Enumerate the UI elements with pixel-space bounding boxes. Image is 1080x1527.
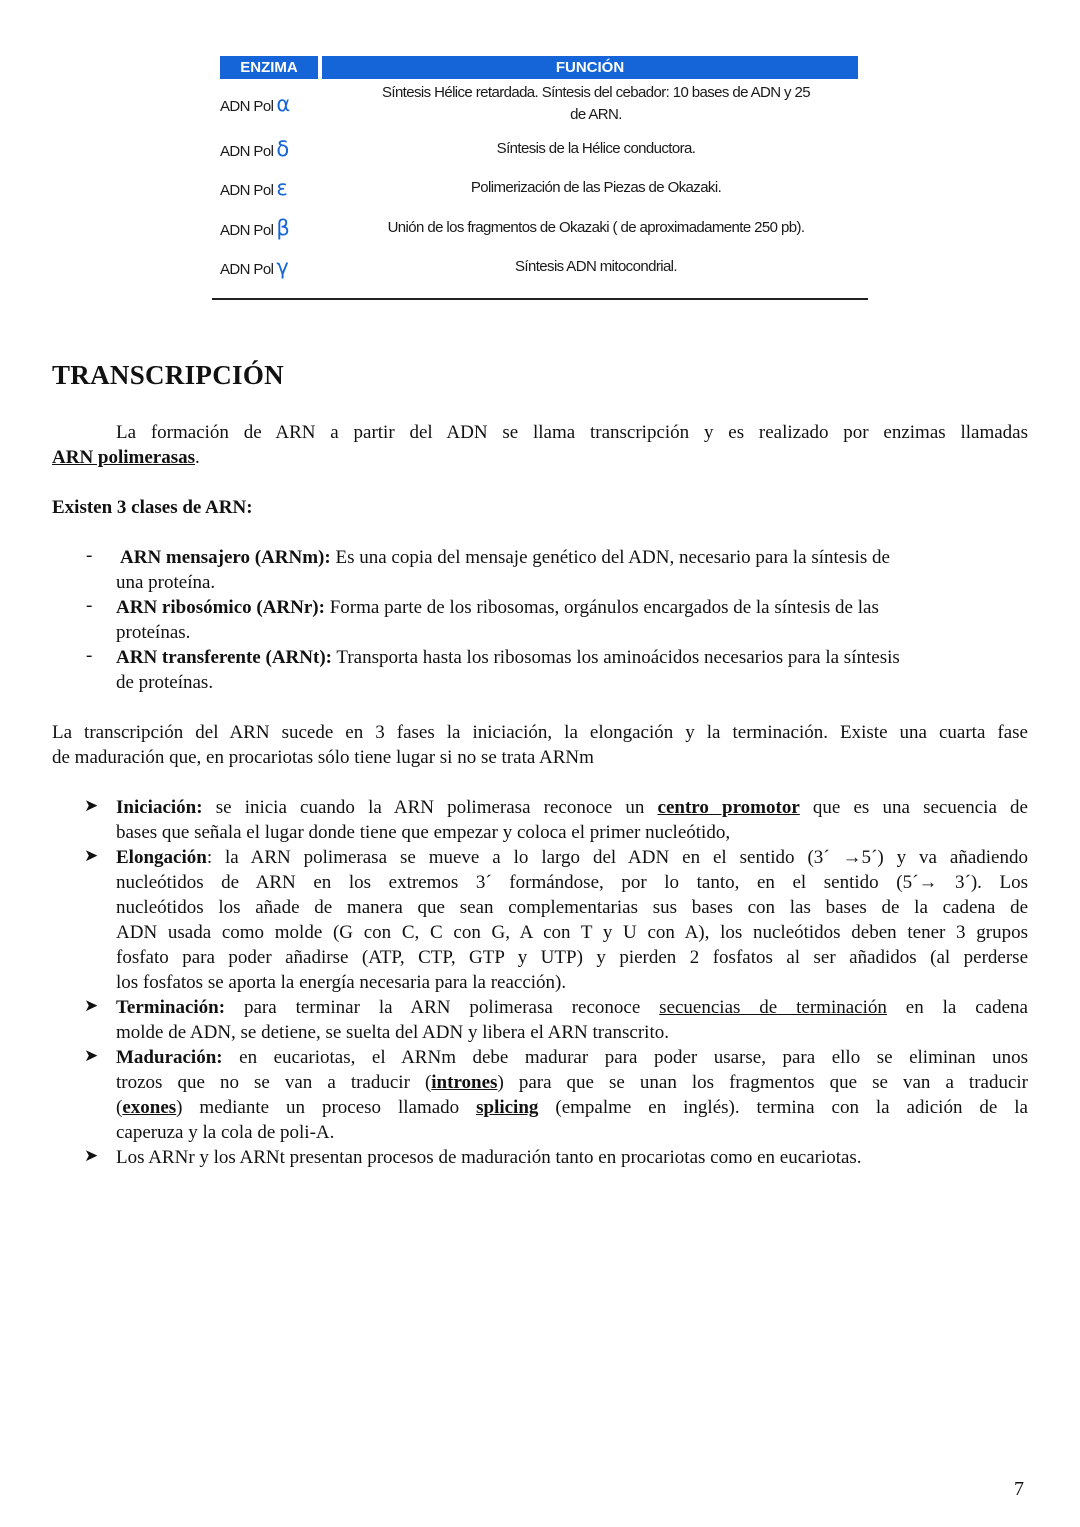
step-line: trozos que no se van a traducir (intrones) para que se unan los fragmentos que se van a traducir	[116, 1072, 1028, 1093]
dash-bullet: -	[86, 545, 93, 566]
function-text: Polimerización de las Piezas de Okazaki.	[470, 179, 722, 196]
section-title: TRANSCRIPCIÓN	[52, 360, 284, 390]
greek-letter: β	[276, 216, 290, 240]
enzyme-table	[212, 56, 868, 285]
function-text: Síntesis ADN mitocondrial.	[515, 258, 677, 275]
step-line: bases que señala el lugar donde tiene que empezar y coloca el primer nucleótido,	[116, 822, 731, 843]
class-item-line: de proteínas.	[116, 672, 214, 693]
greek-letter: ε	[276, 176, 288, 200]
step-iniciacion: Iniciación: se inicia cuando la ARN polimerasa reconoce un centro promotor que es una secuencia de	[116, 797, 1028, 818]
header-function: FUNCIÓN	[322, 56, 858, 79]
step-line: nucleótidos de ARN en los extremos 3´ formándose, por lo tanto, en el sentido (5´→ 3´). Los	[116, 872, 1028, 893]
dash-bullet: -	[86, 645, 93, 666]
intro-end: ARN polimerasas.	[52, 447, 200, 468]
arrow-bullet-icon: ➤	[84, 846, 99, 865]
greek-letter: α	[276, 92, 290, 116]
phases-line: de maduración que, en procariotas sólo tiene lugar si no se trata ARNm	[52, 747, 594, 768]
greek-letter: γ	[276, 255, 289, 279]
class-item-ribosomico: ARN ribosómico (ARNr): Forma parte de los ribosomas, orgánulos encargados de la síntesis de las	[116, 597, 879, 618]
function-text: Unión de los fragmentos de Okazaki ( de aproximadamente 250 pb).	[387, 219, 805, 236]
page-number: 7	[1014, 1478, 1024, 1500]
dash-bullet: -	[86, 595, 93, 616]
class-item-mensajero: ARN mensajero (ARNm): Es una copia del mensaje genético del ADN, necesario para la síntesis de	[120, 547, 890, 568]
enzyme-name: ADN Pol	[220, 222, 274, 239]
step-line: ADN usada como molde (G con C, C con G, A con T y U con A), los nucleótidos deben tener 3 grupos	[116, 922, 1028, 943]
class-item-line: una proteína.	[116, 572, 216, 593]
table-row	[212, 207, 868, 249]
enzyme-name: ADN Pol	[220, 143, 274, 160]
function-text: de ARN.	[570, 106, 622, 123]
classes-heading: Existen 3 clases de ARN:	[52, 497, 253, 518]
intro-line: La formación de ARN a partir del ADN se llama transcripción y es realizado por enzimas llamadas	[116, 422, 1028, 443]
arn-polimerasas-term: ARN polimerasas	[52, 447, 196, 468]
exones-term: exones	[122, 1097, 177, 1118]
step-line: caperuza y la cola de poli-A.	[116, 1122, 335, 1143]
enzyme-name: ADN Pol	[220, 98, 274, 115]
enzyme-name: ADN Pol	[220, 182, 274, 199]
splicing-term: splicing	[476, 1097, 539, 1118]
table-row	[212, 169, 868, 207]
greek-letter: δ	[276, 137, 289, 161]
step-maduracion: Maduración: en eucariotas, el ARNm debe madurar para poder usarse, para ello se eliminan unos	[116, 1047, 1028, 1068]
step-last: Los ARNr y los ARNt presentan procesos de maduración tanto en procariotas como en eucariotas.	[116, 1147, 862, 1168]
enzyme-name: ADN Pol	[220, 261, 274, 278]
step-line: (exones) mediante un proceso llamado splicing (empalme en inglés). termina con la adición de la	[116, 1097, 1028, 1118]
table-row	[212, 79, 868, 129]
step-elongacion: Elongación: la ARN polimerasa se mueve a lo largo del ADN en el sentido (3´ →5´) y va añadiendo	[116, 847, 1028, 868]
table-bottom-rule	[212, 298, 868, 300]
table-row	[212, 129, 868, 169]
table-header	[212, 56, 868, 79]
intrones-term: intrones	[431, 1072, 498, 1093]
header-enzyme: ENZIMA	[220, 56, 318, 79]
table-row	[212, 249, 868, 285]
step-line: fosfato para poder añadirse (ATP, CTP, GTP y UTP) y pierden 2 fosfatos al ser añadidos (al perderse	[116, 947, 1028, 968]
step-terminacion: Terminación: para terminar la ARN polimerasa reconoce secuencias de terminación en la cadena	[116, 997, 1028, 1018]
arrow-bullet-icon: ➤	[84, 996, 99, 1015]
step-line: nucleótidos los añade de manera que sean complementarias sus bases con las bases de la cadena de	[116, 897, 1028, 918]
function-text: Síntesis de la Hélice conductora.	[496, 140, 696, 157]
arrow-bullet-icon: ➤	[84, 1146, 99, 1165]
step-line: molde de ADN, se detiene, se suelta del ADN y libera el ARN transcrito.	[116, 1022, 669, 1043]
arrow-bullet-icon: ➤	[84, 796, 99, 815]
phases-line: La transcripción del ARN sucede en 3 fases la iniciación, la elongación y la terminación. Existe una cuarta fase	[52, 722, 1028, 743]
step-line: los fosfatos se aporta la energía necesaria para la reacción).	[116, 972, 567, 993]
secuencias-terminacion-term: secuencias de terminación	[659, 997, 887, 1018]
function-text: Síntesis Hélice retardada. Síntesis del cebador: 10 bases de ADN y 25	[381, 84, 811, 101]
class-item-line: proteínas.	[116, 622, 191, 643]
class-item-transferente: ARN transferente (ARNt): Transporta hasta los ribosomas los aminoácidos necesarios para la síntesis	[116, 647, 900, 668]
centro-promotor-term: centro promotor	[657, 797, 800, 818]
arrow-bullet-icon: ➤	[84, 1046, 99, 1065]
